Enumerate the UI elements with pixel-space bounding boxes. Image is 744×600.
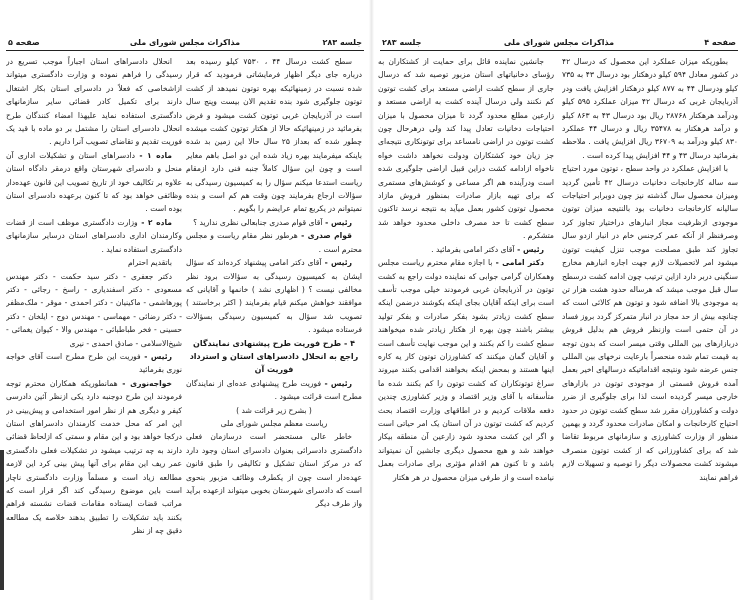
- paragraph: [562, 162, 738, 484]
- paragraph: [6, 270, 182, 350]
- paragraph-text: فوریت این طرح مطرح است آقای خواجه نوری بفرمائید: [6, 351, 182, 375]
- text-column-left: [6, 55, 182, 595]
- right-page: [374, 0, 744, 600]
- paragraph-text: هرطور نظر مقام ریاست و مجلس محترم است .: [186, 231, 362, 254]
- paragraph: [378, 243, 554, 256]
- paragraph: [186, 377, 362, 404]
- paragraph: [186, 430, 362, 510]
- session-number: جلسه ۲۸۳: [322, 38, 362, 47]
- session-number: جلسه ۲۸۳: [382, 38, 422, 47]
- paragraph-text: خاطر عالی مستحضر است درسازمان فعلی دادگستری دادسرائی بعنوان دادسرای استان وجود دارد که در مرکز استان تشکیل و تکالیفی را طبق قانون عهده‌دار است چون از یکطرف وظائف مزبور بنحوی است که دادسرای شهرستان بخوبی میتواند ازعهده برآید واز طرف دیگر: [186, 432, 362, 509]
- paragraph: [186, 55, 362, 216]
- text-column-right: [562, 55, 738, 595]
- paragraph: [6, 256, 182, 269]
- paragraph-text: وزارت دادگستری موظف است از قضات وکارمندان اداری دادسراهای استان درسایر سازمانهای دادگستری استفاده نماید .: [6, 217, 182, 254]
- speaker-name: رئیس -: [140, 351, 172, 361]
- page-header: [6, 38, 364, 51]
- paragraph-text: آقای دکتر امامی پیشنهاد کرده‌اند که سؤال ایشان به کمیسیون رسیدگی به سؤالات برود نظر مخالفی نیست ؟ ( اظهاری نشد ) خانمها و آقایانی که موافقند خواهش میکنم قیام بفرمایند ( اکثر برخاستند ) تصویب شد سؤال به کمیسیون رسیدگی بسؤالات فرستاده میشود .: [186, 258, 362, 335]
- paragraph-text: ( بشرح زیر قرائت شد ): [236, 405, 312, 415]
- scan-edge-shadow: [0, 450, 4, 590]
- paragraph: [186, 404, 362, 417]
- paragraph-text: فوریت طرح پیشنهادی عده‌ای از نمایندگان مطرح است قرائت میشود .: [186, 378, 362, 402]
- paragraph: [186, 216, 362, 229]
- paragraph-text: ۴ - طرح فوریت طرح پیشنهادی نمایندگان راجع به انحلال دادسراهای استان و استرداد فوریت آن: [189, 338, 359, 375]
- paragraph: [186, 417, 362, 430]
- paragraph: [186, 229, 362, 256]
- speaker-name: رئیس -: [321, 258, 352, 268]
- speaker-name: رئیس -: [322, 217, 352, 227]
- section-heading: [186, 337, 362, 377]
- paragraph: [6, 377, 182, 538]
- paragraph-text: دکتر جعفری - دکتر سید حکمت - دکتر مهندس مسعودی - دکتر اسفندیاری - راسخ - رجائی - دکتر پورهاشمی - ماکینیان - دکتر احمدی - موقر - ملک‌مظفر - دکتر رضائی - مهماسی - مهندس دوج - ایلخان - دکتر حسینی - فخر طباطبائی - مهندس والا - کیوان یغمائی - شیخ‌الاسلامی - صادق احمدی - نیری: [6, 271, 182, 348]
- speaker-name: ماده ۱ -: [135, 150, 173, 160]
- paragraph-text: دادسراهای استان و تشکیلات اداری آن منحل و دادسرای شهرستان واقع درمقر دادگاه استان علاوه بر تکالیف خود از تاریخ تصویب این قانون عهده‌دار وظائفی خواهد بود که تا کنون برعهده دادسرای استان بوده است .: [6, 150, 182, 214]
- paragraph: [378, 256, 554, 484]
- paragraph-text: آقای قوام صدری جنابعالی نظری ندارید ؟: [193, 217, 323, 227]
- text-column-right: [186, 55, 362, 595]
- paragraph: [6, 55, 182, 149]
- paragraph: [6, 149, 182, 216]
- paragraph: [6, 350, 182, 377]
- paragraph: [186, 256, 362, 336]
- paragraph: [562, 55, 738, 162]
- speaker-name: رئیس -: [514, 244, 544, 254]
- paragraph-text: آقای دکتر امامی بفرمائید .: [431, 244, 515, 254]
- speaker-name: خواجه‌نوری -: [117, 378, 172, 388]
- paragraph-text: جانشین نماینده قائل برای حمایت از کشتکاران به رؤسای دخانیاتهای استان مزبور توصیه شد که درسال جاری از سطح کشت اراضی مستعد برای کشت توتون کم نکنند ولی درسال آینده کشت به اراضی مستعد و زارعین مطلع محدود گردد تا میزان محصول با میزان احتیاجات دخانیات تعادل پیدا کند ولی درهرحال چون کشت توتون در اراضی نامساعد برای توتونکاری نتیجه‌ای جز زیان خود کشتکاران ودولت نخواهد داشت خواه ناخواه ازادامه کشت دراین قبیل اراضی جلوگیری شده است ودرآینده هم اگر مساعی و کوشش‌های مستمری که برای تهیه بازار صادرات بمنظور فروش مازاد محصول توتون کشور بعمل میآید به نتیجه نرسد تاکنون سطح کشت تا حد مصرف داخلی محدود خواهد شد متشکرم .: [378, 57, 554, 241]
- paragraph-text: سطح کشت درسال ۴۴ ، ۷۵۳۰ کیلو رسیده بعد درباره جای دیگر اظهار فرمایشاتی فرمودید که قرار شده نسبت در زمینهائیکه بهره توتون نمیدهد از کشت توتون جلوگیری شود بنده تقدیم الان بیست وپنج سال است در آذربایجان غربی توتون کشت میشود و فرض بفرمائید در زمینهائیکه حالا از هکتار توتون کشت میشده چطور شده که بعداز ۲۵ سال حالا این زمین بد شده باینکه میفرمایند بهره زیاد شده این دو اصل باهم مغایر است و چون این سؤال کاملاً جنبه فنی دارد ازمقام ریاست استدعا میکنم سؤال را به کمیسیون رسیدگی به سؤالات ارجاع بفرمایند چون وقت هم کم است و بنده نمیتوانم در یکربع تمام عرایضم را بگویم .: [186, 57, 362, 214]
- publication-title: مذاکرات مجلس شورای ملی: [129, 38, 241, 47]
- speaker-name: رئیس -: [321, 378, 352, 388]
- paragraph-text: با افزایش عملکرد در واحد سطح ، توتون مورد احتیاج سه ساله کارخانجات دخانیات درسال ۴۲ تأمین گردید ومیزان محصول سال گذشته نیز چون دوبرابر احتیاجات سالیانه کارخانجات دخانیات بود بالنتیجه میزان توتون موجودی ازظرفیت مجاز انبارهای دراختیار تجاوز کرد وصرفنظر از آنکه عمر کرجنس خام در انبار ازدو سال تجاوز کند طبق مصلحت موجب تنزل کیفیت توتون میشود امر لاتحصیلات لازم جهت اجاره انبارهم مخارج سنگینی دربر دارد ازاین ترتیب چون ادامه کشت درسطح سال قبل موجب میشد که هرساله حدود هشت هزار تن به موجودی بالا اضافه شود و توتون هم کالائی است که چنانچه بیش از حد مجاز در انبار متمرکز گردد بروز فساد در آن حتمی است وازنظر فروش هم بدلیل فروش دربازارهای بین المللی وقتی میسر است که بدون توجه به قیمت تمام شده منحصراً بارعایت نرخهای بین المللی جنس عرضه شود ونتیجه اقداماتیکه درسالهای اخیر بعمل آمده فروش قسمتی از موجودی توتون در بازارهای خارجی میسر گردیده است لذا برای جلوگیری از ضرر دولت و کشاورزان مقرر شد سطح کشت توتون در حدود احتیاج کارخانجات و امکان صادرات محدود گردد و بهمین منظور از وزارت کشاورزی و سازمانهای مربوط تقاضا شد که برای کشاورزانی که از کشت توتون منصرف میشوند کشت محصولات دیگر را توصیه و تسهیلات لازم فراهم نمایند: [562, 164, 738, 482]
- page-number: صفحه ۴: [704, 38, 736, 47]
- publication-title: مذاکرات مجلس شورای ملی: [503, 38, 615, 47]
- paragraph-text: ریاست معظم مجلس شورای ملی: [220, 418, 328, 428]
- speaker-name: دکتر امامی -: [492, 258, 545, 268]
- paragraph-text: بطوریکه میزان عملکرد این محصول که درسال ۴۲ در کشور معادل ۵۹۴ کیلو درهکتار بود درسال ۴۳ به ۷۳۵ کیلو ودرسال ۴۴ به ۸۷۷ کیلو درهکتار افزایش یافت ودر آذربایجان غربی که درسال ۴۲ میزان عملکرد ۵۹۵ کیلو ودرآمد هرهکتار ۲۸۷۶۸ ریال بود درسال ۴۳ به ۸۶۳ کیلو و درآمد هرهکتار به ۳۵۴۷۸ ریال و درسال ۴۴ عملکرد ۸۳۰ کیلو ودرآمد به ۳۶۷۰۹ ریال افزایش یافت . ملاحظه بفرمائید درسال ۴۳ و ۴۴ افزایش پیدا کرده است .: [562, 57, 738, 160]
- page-header: [380, 38, 738, 51]
- left-page: [0, 0, 370, 600]
- paragraph: [378, 55, 554, 243]
- text-column-left: [378, 55, 554, 595]
- page-number: صفحه ۵: [8, 38, 40, 47]
- paragraph-text: همانطوریکه همکاران محترم توجه فرمودند این طرح دوجنبه دارد یکی ازنظر آئین دادرسی کیفر و دیگری هم از نظر امور استخدامی و پیش‌بینی در این امر که محل خدمت کارمندان دادسراهای استان درکجا خواهد بود و این مقام و سمتی که ازلحاظ قضائی دارند به چه ترتیب میشود در تشکیلات فعلی دادگستری عمر ریف این مقام برای آنها پیش بینی کرد این لازمه مطالعه زیاد است و مسلماً وزارت دادگستری ناچار است باین موضوع رسیدگی کند اگر قرار است که مراتب قضات ایستاده مقامات قضات نشسته فراهم بکنند باید تشکیلات را تطبیق بدهند خلاصه یک مطالعه دقیق چه از نظر: [6, 378, 182, 536]
- paragraph-text: انحلال دادسراهای استان اجباراً موجب تسریع در رسیدگی را فراهم نموده و وزارت دادگستری میتواند ازاشخاصی که فعلاً در دادسرای استان بکار اشتغال دارند برای تکمیل کادر قضائی سایر سازمانهای دادگستری استفاده نماید علیهذا امضاء کنندگان طرح انحلال دادسرای استان را مشتمل بر دو ماده با قید یک فوریت تقدیم و تقاضای تصویب آنرا داریم .: [6, 57, 182, 147]
- paragraph-text: با اجازه مقام محترم ریاست مجلس وهمکاران گرامی جوابی که نماینده دولت راجع به کشت توتون در آذربایجان غربی فرمودند خیلی موجب تأسف است برای اینکه آقایان بجای اینکه بکوشند درضمن اینکه سطح کشت زیادتر بشود بفکر صادرات و بفکر تولید بیشتر باشند چون بهره از هکتار زیادتر شده میخواهند سطح کشت را کم بکنند و این موجب نهایت تأسف است و آقایان گمان میکنند که کشاورزان توتون کار یه کاره اینها هستند و بمحض اینکه بخواهند اقدامی بکنند میروند سراغ توتونکاران که کشت توتون را کم بکنند شده ما متأسفانه با آقای وزیر اقتصاد و وزیر کشاورزی چندین دفعه ملاقات کردیم و در اطاقهای وزارت اقتصاد بحث کردیم که کشت توتون در آن استان یک امر حیاتی است و اگر این کشت محدود شود زارعین آن منطقه بیکار خواهند شد و هیچ محصول دیگری جانشین آن نمیتواند باشد و تا کنون هم اقدام مؤثری برای صادرات بعمل نیامده است و از طرفی میزان محصول در هر هکتار: [378, 258, 554, 482]
- paragraph: [6, 216, 182, 256]
- speaker-name: ماده ۲ -: [137, 217, 173, 227]
- speaker-name: قوام صدری -: [297, 231, 352, 241]
- paragraph-text: باتقدیم احترام: [127, 258, 172, 268]
